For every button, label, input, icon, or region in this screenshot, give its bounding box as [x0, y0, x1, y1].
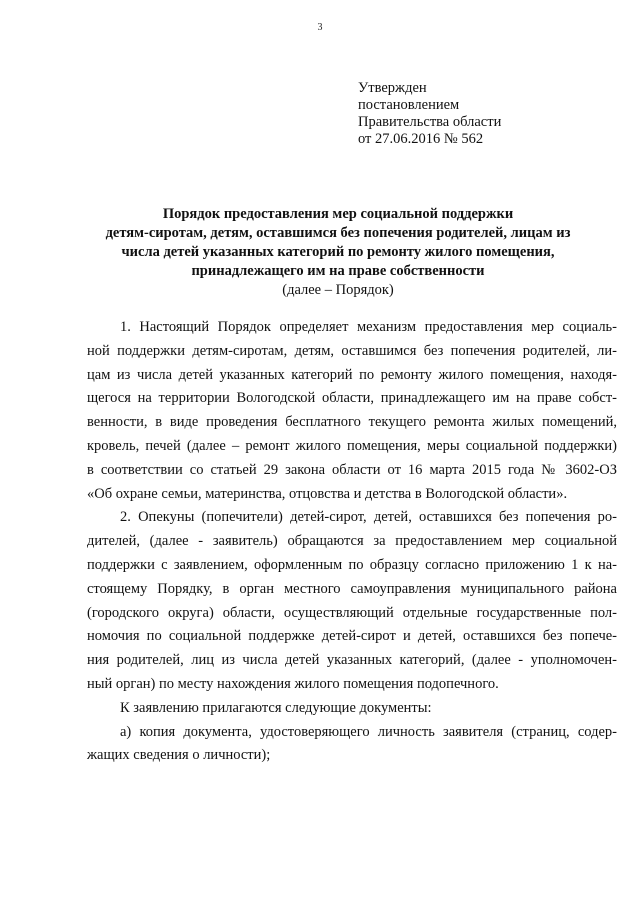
title-line: числа детей указанных категорий по ремонту жилого помещения, [121, 244, 555, 260]
text-line: венности, в виде проведения бесплатного текущего ремонта жилых помещений, [87, 414, 617, 431]
text-line: а) копия документа, удостоверяющего личность заявителя (страниц, содер- [120, 723, 617, 740]
document-body [87, 316, 617, 768]
text-line: поддержки с заявлением, оформленным по образцу согласно приложению 1 к на- [87, 556, 617, 573]
text-line: кровель, печей (далее – ремонт жилого помещения, меры социальной поддержки) [87, 437, 617, 454]
paragraph-2 [87, 506, 617, 696]
title-subtitle: (далее – Порядок) [282, 282, 394, 298]
approval-line: Правительства области [358, 114, 502, 130]
text-line: (городского округа) области, осуществляющий отдельные государственные пол- [87, 604, 617, 621]
text-line: жащих сведения о личности); [87, 747, 271, 764]
title-line: Порядок предоставления мер социальной поддержки [162, 206, 514, 222]
page-number: 3 [317, 22, 323, 33]
text-line: номочия по социальной поддержке детей-сирот и детей, оставшихся без попече- [87, 628, 617, 645]
text-line: 1. Настоящий Порядок определяет механизм предоставления мер социаль- [120, 319, 617, 335]
document-title [60, 205, 616, 300]
paragraph-3 [87, 697, 617, 721]
title-line: принадлежащего им на праве собственности [191, 263, 485, 279]
text-line: «Об охране семьи, материнства, отцовства и детства в Вологодской области». [87, 485, 568, 502]
title-line: детям-сиротам, детям, оставшимся без попечения родителей, лицам из [105, 225, 571, 241]
text-line: ной поддержки детям-сиротам, детям, оставшимся без попечения родителей, ли- [87, 342, 617, 359]
approval-line: от 27.06.2016 № 562 [358, 131, 484, 147]
approval-line: постановлением [358, 97, 460, 113]
text-line: щегося на территории Вологодской области, принадлежащего им на праве собст- [87, 390, 617, 407]
text-line: цам из числа детей указанных категорий по ремонту жилого помещения, находя- [87, 366, 617, 383]
approval-line: Утвержден [358, 80, 427, 96]
text-line: ния родителей, лиц из числа детей указанных категорий, (далее - уполномочен- [87, 652, 617, 669]
text-line: в соответствии со статьей 29 закона области от 16 марта 2015 года № 3602-ОЗ [87, 461, 617, 478]
text-line: дителей, (далее - заявитель) обращаются за предоставлением мер социальной [87, 533, 617, 550]
approval-block [358, 80, 501, 148]
paragraph-1 [87, 316, 617, 506]
paragraph-4 [87, 721, 617, 769]
text-line: 2. Опекуны (попечители) детей-сирот, детей, оставшихся без попечения ро- [120, 509, 617, 526]
text-line: ный орган) по месту нахождения жилого помещения подопечного. [87, 675, 499, 692]
text-line: К заявлению прилагаются следующие документы: [120, 699, 432, 716]
text-line: стоящему Порядку, в орган местного самоуправления муниципального района [87, 580, 617, 597]
